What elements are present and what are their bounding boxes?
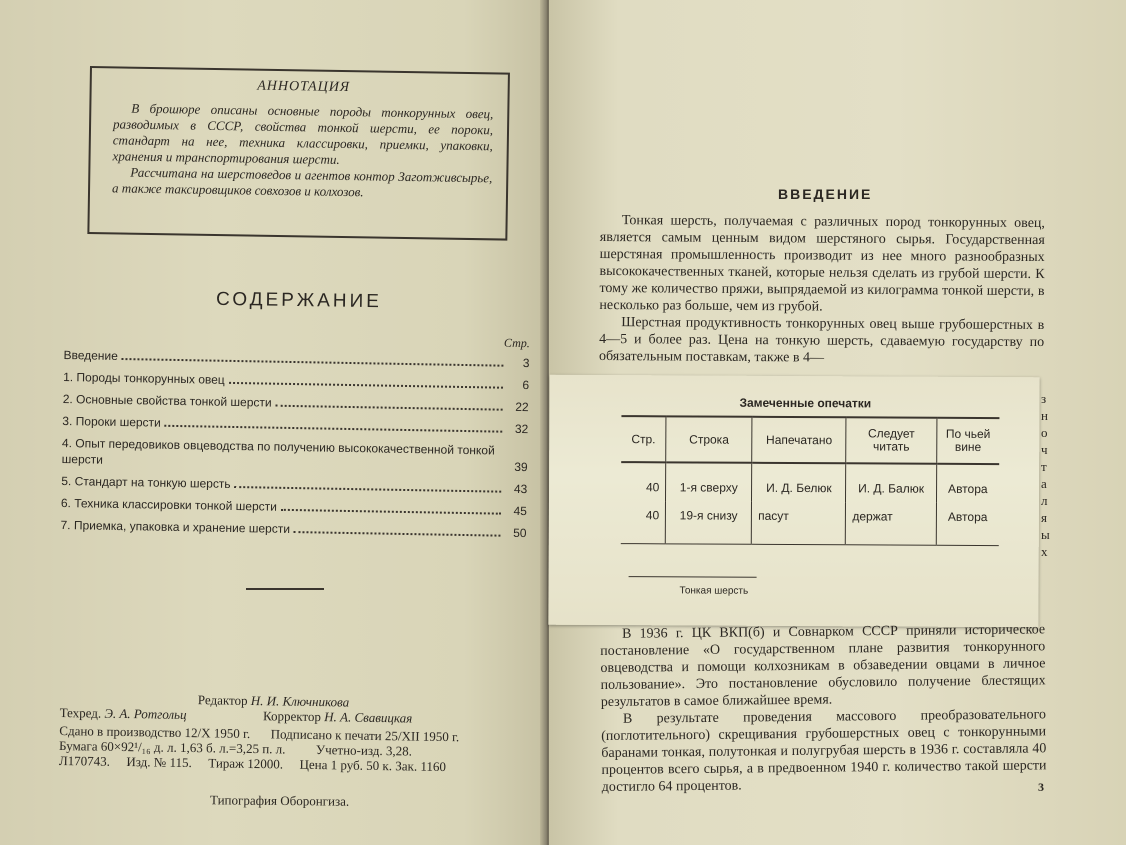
- line-ending-char: ы: [1041, 527, 1050, 542]
- toc-entry[interactable]: [63, 369, 529, 393]
- section-divider: [246, 588, 324, 590]
- toc-entry-page: 32: [514, 421, 529, 437]
- toc-entry-page: 3: [522, 356, 530, 371]
- column-header: Следует читать: [846, 417, 936, 463]
- page-number: 3: [1038, 780, 1044, 794]
- body-paragraph: В результате проведения массового преобразовательного (поглотительного) скрещивания грубошерстных овец с тонкорунными баранами тонкая, полутонкая и полугрубая шерсть в 1936 г. составляла 40 процентов всего сырья, а в предвоенном 1940 г. количество такой шерсти достигло 64 процентов.: [601, 707, 1047, 795]
- line-ending-char: а: [1041, 476, 1047, 491]
- toc-leader-dots: [235, 486, 502, 493]
- line-ending-char: х: [1041, 544, 1048, 559]
- order-number: Зак. 1160: [395, 758, 447, 775]
- cell-printed: И. Д. Белюк: [752, 463, 846, 502]
- column-header: Напечатано: [752, 417, 847, 463]
- cell-line: 19-я снизу: [666, 501, 752, 544]
- printer-name: Типография Оборонгиза.: [209, 792, 350, 809]
- line-ending-char: з: [1041, 391, 1047, 406]
- techred-label: Техред.: [59, 704, 102, 721]
- publishing-sheets: Учетно-изд. 3,28.: [315, 742, 413, 759]
- paper-format: Бумага 60×92¹/₁₆ д. л. 1,63 б. л.=3,25 п. л.: [59, 737, 286, 757]
- cell-printed: пасут: [751, 502, 845, 545]
- toc-entry-page: 43: [513, 481, 528, 497]
- edition-number: Изд. № 115.: [126, 754, 192, 771]
- annotation-paragraph: Рассчитана на шерстоведов и агентов контор Заготживсырье, а также таксировщиков совхозов и колхозов.: [111, 164, 493, 200]
- cell-line: 1-я сверху: [666, 462, 752, 501]
- toc-leader-dots: [276, 405, 503, 411]
- toc-entry-page: 45: [513, 503, 527, 519]
- table-of-contents: [60, 328, 530, 547]
- price: Цена 1 руб. 50 к.: [299, 756, 393, 774]
- toc-entry-title: 5. Стандарт на тонкую шерсть: [61, 473, 231, 491]
- toc-entry-title: 3. Пороки шерсти: [62, 413, 161, 430]
- line-ending-char: л: [1041, 493, 1048, 508]
- toc-leader-dots: [165, 425, 503, 433]
- editor-label: Редактор: [197, 692, 248, 708]
- page-column-label: Стр.: [503, 335, 530, 351]
- annotation-paragraph: В брошюре описаны основные породы тонкорунных овец, разводимых в СССР, свойства тонкой шерсти, ее пороки, стандарт на нее, техника классировки, приемки, упаковки, хранения и транспортирования шерсти.: [112, 100, 494, 167]
- intro-title: ВВЕДЕНИЕ: [778, 186, 873, 202]
- toc-entry[interactable]: [62, 413, 528, 437]
- line-ending-char: о: [1041, 425, 1048, 440]
- toc-entry-page: 39: [514, 459, 528, 475]
- toc-entry-title: 6. Техника классировки тонкой шерсти: [60, 495, 278, 514]
- table-row: [621, 501, 999, 545]
- errata-slip: [548, 375, 1039, 628]
- column-header: Строка: [666, 416, 752, 462]
- footer-rule: [629, 576, 757, 578]
- techred-name: Э. А. Ротгольц: [104, 705, 187, 722]
- annotation-title: АННОТАЦИЯ: [257, 78, 351, 96]
- body-paragraph: Тонкая шерсть, получаемая с различных пород тонкорунных овец, является самым ценным видом шерстяного сырья. Государственная шерстяная промышленность производит из нее много разнообразных высококачественных тканей, которые нельзя сделать из грубой шерсти. К тому же количество пряжи, выпрядаемой из килограмма тонкой шерсти, в несколько раз больше, чем из грубой.: [599, 213, 1045, 315]
- body-paragraph: Шерстная продуктивность тонкорунных овец выше грубошерстных в 4—5 и более раз. Цена на тонкую шерсть, сдаваемую государству по обязательным поставкам, также в 4—: [598, 315, 1045, 366]
- line-ending-char: т: [1041, 459, 1047, 474]
- cell-page: 40: [645, 480, 660, 495]
- toc-leader-dots: [122, 358, 504, 367]
- signed-date: Подписано к печати 25/XII 1950 г.: [270, 726, 460, 745]
- toc-entry-title: 7. Приемка, упаковка и хранение шерсти: [60, 517, 291, 536]
- toc-entry-page: 50: [513, 525, 527, 541]
- line-ending-char: н: [1041, 408, 1048, 423]
- toc-leader-dots: [294, 531, 501, 537]
- contents-title: СОДЕРЖАНИЕ: [215, 288, 383, 313]
- toc-entry[interactable]: [62, 435, 528, 475]
- toc-leader-dots: [281, 509, 501, 515]
- column-header: Стр.: [621, 416, 666, 462]
- print-run: Тираж 12000.: [208, 755, 284, 772]
- cell-fault: Автора: [936, 503, 999, 546]
- production-date: Сдано в производство 12/X 1950 г.: [59, 722, 251, 741]
- intro-text: [599, 212, 1045, 368]
- errata-table: [621, 415, 1000, 546]
- column-header: По чьей вине: [936, 418, 999, 464]
- cell-page: 40: [621, 501, 666, 544]
- toc-leader-dots: [229, 382, 503, 389]
- imprint: [59, 690, 530, 775]
- errata-footer: Тонкая шерсть: [679, 585, 749, 597]
- table-row: [621, 462, 999, 503]
- toc-entry[interactable]: [63, 391, 529, 415]
- annotation-box: [87, 66, 510, 241]
- toc-entry[interactable]: [61, 495, 527, 519]
- toc-entry-title: 1. Породы тонкорунных овец: [63, 369, 225, 387]
- line-ending-char: я: [1041, 510, 1047, 525]
- line-ending-char: ч: [1041, 442, 1048, 457]
- toc-entry[interactable]: [61, 473, 527, 497]
- errata-title: Замеченные опечатки: [739, 395, 872, 411]
- toc-entry-title: 4. Опыт передовиков овцеводства по получению высококачественной тонкой шерсти: [61, 435, 495, 467]
- toc-entry-page: 22: [515, 399, 529, 415]
- body-paragraph: В 1936 г. ЦК ВКП(б) и Совнарком СССР приняли историческое постановление «О государственном плане развития тонкорунного овцеводства и помощи колхозникам в обзаведении овцами в личное пользование». Это постановление обусловило получение блестящих результатов в самое ближайшее время.: [600, 622, 1046, 710]
- hidden-line-endings: [1041, 390, 1061, 560]
- lower-text: [600, 621, 1047, 796]
- license-number: Л170743.: [58, 752, 111, 769]
- toc-entry-page: 6: [522, 378, 530, 393]
- corrector-name: Н. А. Свавицкая: [324, 709, 413, 726]
- toc-entry[interactable]: [60, 517, 526, 541]
- toc-entry[interactable]: [63, 347, 529, 371]
- editor-name: Н. И. Ключникова: [250, 692, 350, 710]
- left-page: [0, 0, 546, 845]
- cell-fault: Автора: [936, 464, 999, 503]
- corrector-label: Корректор: [262, 708, 322, 725]
- cell-correct: держат: [846, 502, 936, 545]
- toc-entry-title: Введение: [63, 347, 118, 363]
- toc-entry-title: 2. Основные свойства тонкой шерсти: [62, 391, 272, 410]
- cell-correct: И. Д. Балюк: [846, 463, 936, 502]
